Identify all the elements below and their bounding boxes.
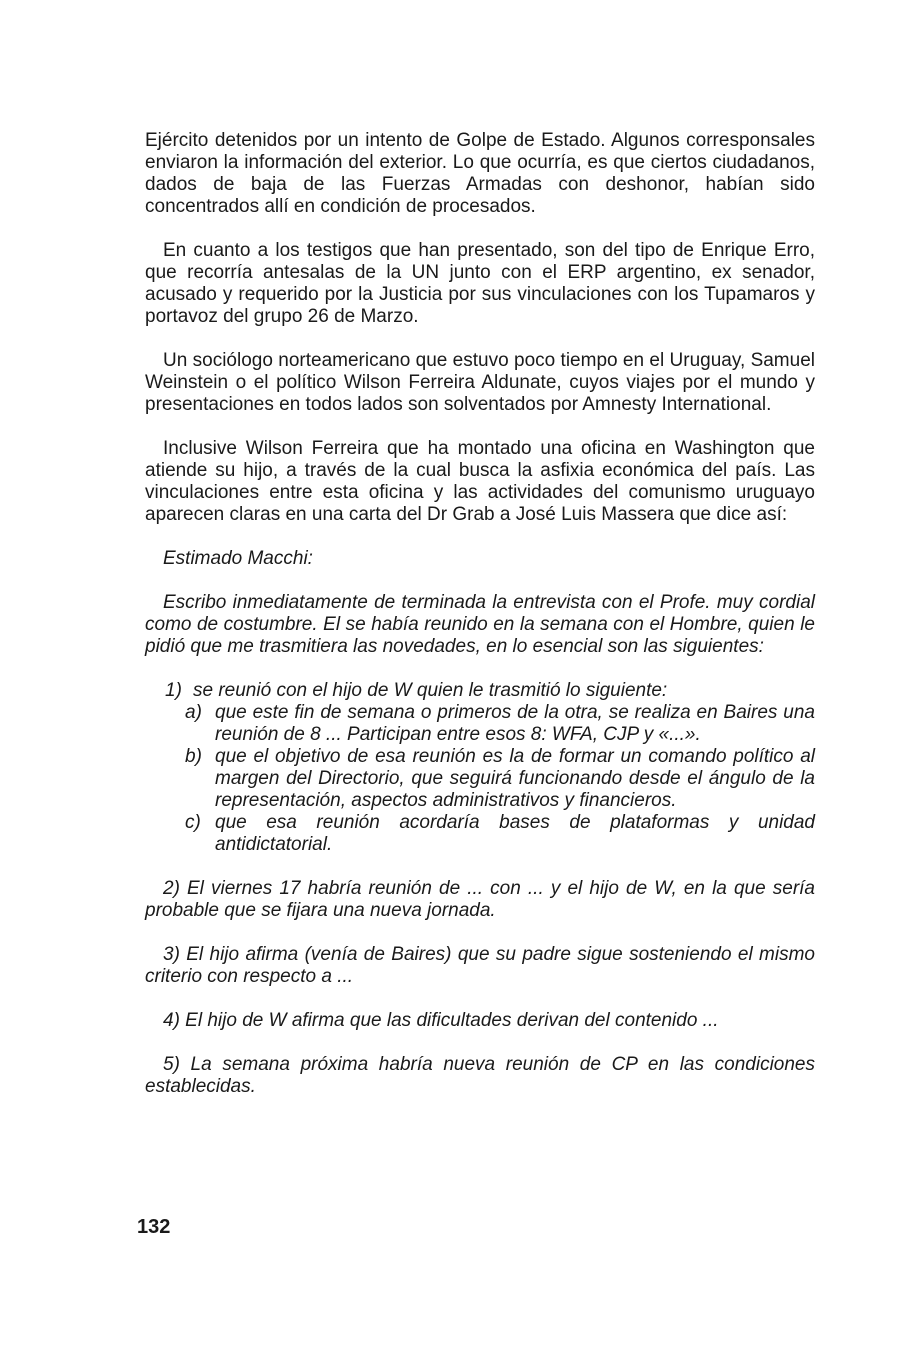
letter-item-2: 2) El viernes 17 habría reunión de ... con ... y el hijo de W, en la que sería probable que se fijara una nueva jornada.: [145, 878, 815, 921]
body-text: [145, 130, 815, 1120]
subitem-a-text: que este fin de semana o primeros de la otra, se realiza en Baires una reunión de 8 ... Participan entre esos 8: WFA, CJP y «...».: [215, 702, 815, 745]
paragraph-3: Un sociólogo norteamericano que estuvo poco tiempo en el Uruguay, Samuel Weinstein o el político Wilson Ferreira Aldunate, cuyos viajes por el mundo y presentaciones en todos lados son solventados por Amnesty International.: [145, 350, 815, 415]
item-1-marker: 1): [165, 680, 182, 701]
subitem-c-text: que esa reunión acordaría bases de plataformas y unidad antidictatorial.: [215, 812, 815, 855]
item-1-text: se reunió con el hijo de W quien le trasmitió lo siguiente:: [193, 680, 668, 701]
subitem-c: [185, 812, 815, 856]
letter-item-4: 4) El hijo de W afirma que las dificultades derivan del contenido ...: [163, 1010, 719, 1031]
letter-salutation: Estimado Macchi:: [163, 548, 313, 569]
subitem-b-marker: b): [185, 746, 202, 767]
subitem-b: [185, 746, 815, 812]
letter-subitems: [185, 702, 815, 856]
subitem-b-text: que el objetivo de esa reunión es la de formar un comando político al margen del Directorio, que seguirá funcionando desde el ángulo de la representación, aspectos administrativos y financieros.: [215, 746, 815, 811]
subitem-a: [185, 702, 815, 746]
paragraph-1: Ejército detenidos por un intento de Golpe de Estado. Algunos corresponsales enviaron la información del exterior. Lo que ocurría, es que ciertos ciudadanos, dados de baja de las Fuerzas Armadas con deshonor, habían sido concentrados allí en condición de procesados.: [145, 130, 815, 217]
letter-intro: Escribo inmediatamente de terminada la entrevista con el Profe. muy cordial como de costumbre. El se había reunido en la semana con el Hombre, quien le pidió que me trasmitiera las novedades, en lo esencial son las siguientes:: [145, 592, 815, 657]
subitem-c-marker: c): [185, 812, 201, 833]
letter-item-1-block: [145, 680, 815, 856]
letter-item-1: [145, 680, 815, 702]
letter-item-5: 5) La semana próxima habría nueva reunión de CP en las condiciones establecidas.: [145, 1054, 815, 1097]
subitem-a-marker: a): [185, 702, 202, 723]
paragraph-2: En cuanto a los testigos que han presentado, son del tipo de Enrique Erro, que recorría antesalas de la UN junto con el ERP argentino, ex senador, acusado y requerido por la Justicia por sus vinculaciones con los Tupamaros y portavoz del grupo 26 de Marzo.: [145, 240, 815, 327]
page-number: 132: [137, 1216, 171, 1238]
paragraph-4: Inclusive Wilson Ferreira que ha montado una oficina en Washington que atiende su hijo, a través de la cual busca la asfixia económica del país. Las vinculaciones entre esta oficina y las actividades del comunismo uruguayo aparecen claras en una carta del Dr Grab a José Luis Massera que dice así:: [145, 438, 815, 525]
letter-item-3: 3) El hijo afirma (venía de Baires) que su padre sigue sosteniendo el mismo criterio con respecto a ...: [145, 944, 815, 987]
